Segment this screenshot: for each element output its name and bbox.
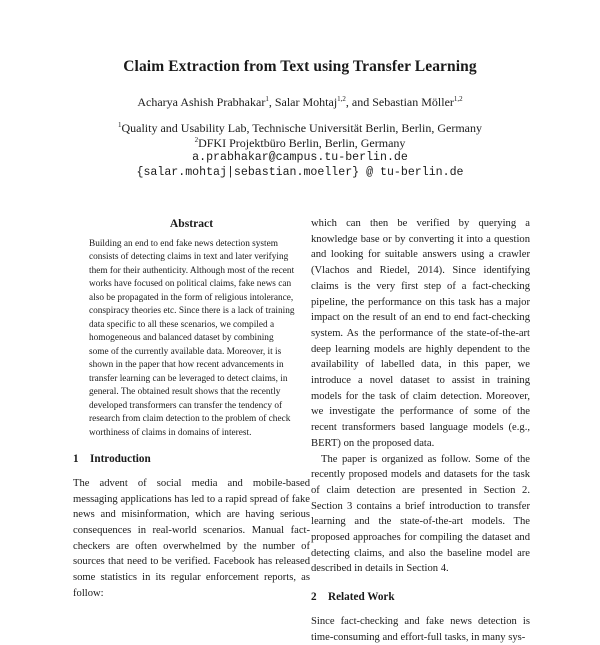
abstract-heading: Abstract	[169, 217, 214, 230]
body-paragraph: The advent of social media and mobile-based messaging applications has led to a rapid spread of fake news and misinformation, which are having serious consequences in real-world scenarios. Manual fact-checkers are often overwhelmed by the number of sources that need to be verified. Facebook has released some statistics in its regular enforcement reports, as follow:	[73, 477, 310, 599]
body-paragraph: The paper is organized as follow. Some of the recently proposed models and datasets for the task of claim detection are presented in Section 2. Section 3 contains a brief introduction to transfer learning and the state-of-the-art models. The proposed approaches for compiling the dataset and detecting claims, and also the baseline model are described in details in Section 4.	[311, 453, 530, 575]
left-column	[73, 216, 310, 602]
affiliation-2	[0, 136, 600, 151]
affiliation-1	[0, 121, 600, 136]
abstract-text: Building an end to end fake news detection system consists of detecting claims in text and later verifying them for their authenticity. Although most of the recent works have focused on political claims, fake news can also be propagated in the form of religious intolerance, conspiracy theories etc. Since there is a lack of training data specific to all these scenarios, we compiled a homogeneous and balanced dataset by combining some of the currently available data. Moreover, it is shown in the paper that how recent advancements in transfer learning can be leveraged to detect claims, in general. The obtained result shows that the recently developed transformers can transfer the tendency of research from claim detection to the problem of check worthiness of claims in domains of interest.	[89, 238, 295, 438]
paper-title: Claim Extraction from Text using Transfer Learning	[123, 58, 477, 75]
affiliation-text: Quality and Usability Lab, Technische Universität Berlin, Berlin, Germany	[121, 121, 482, 135]
author-separator: ,	[268, 95, 275, 109]
section-number: 2	[311, 591, 317, 604]
author-name: Sebastian Möller	[372, 95, 454, 109]
affiliation-marker: 2	[194, 136, 199, 144]
affiliation-marker: 1	[265, 95, 269, 103]
section-heading	[73, 452, 310, 468]
email-line-1: a.prabhakar@campus.tu-berlin.de	[192, 151, 408, 164]
affiliation-marker: 1	[117, 121, 122, 129]
section-title: Introduction	[90, 453, 151, 466]
right-column	[311, 216, 530, 645]
section-number: 1	[73, 453, 79, 466]
affiliation-text: DFKI Projektbüro Berlin, Berlin, Germany	[198, 136, 406, 150]
author-separator: , and	[345, 95, 373, 109]
author-list	[0, 95, 600, 110]
section-title: Related Work	[328, 591, 395, 604]
section-heading	[311, 590, 530, 606]
body-paragraph: Since fact-checking and fake news detection is time-consuming and effort-full tasks, in many sys-	[311, 615, 530, 643]
author-name: Salar Mohtaj	[274, 95, 338, 109]
body-paragraph: which can then be verified by querying a knowledge base or by converting it into a question and looking for suitable answers using a crawler (Vlachos and Riedel, 2014). Since identifying claims is the very first step of a fact-checking pipeline, the performance on this task has a major impact on the result of an end to end fact-checking system. As the performance of the state-of-the-art deep learning models are highly dependent to the availability of labelled data, in this paper, we introduce a novel dataset to assist in training models for the task of claim detection. Moreover, we investigate the performance of some of the recent transformers based language models (e.g., BERT) on the proposed data.	[311, 218, 530, 449]
affiliation-marker: 1,2	[337, 95, 346, 103]
affiliation-marker: 1,2	[453, 95, 463, 103]
author-name: Acharya Ashish Prabhakar	[137, 95, 266, 109]
email-line-2: {salar.mohtaj|sebastian.moeller} @ tu-berlin.de	[136, 166, 464, 179]
